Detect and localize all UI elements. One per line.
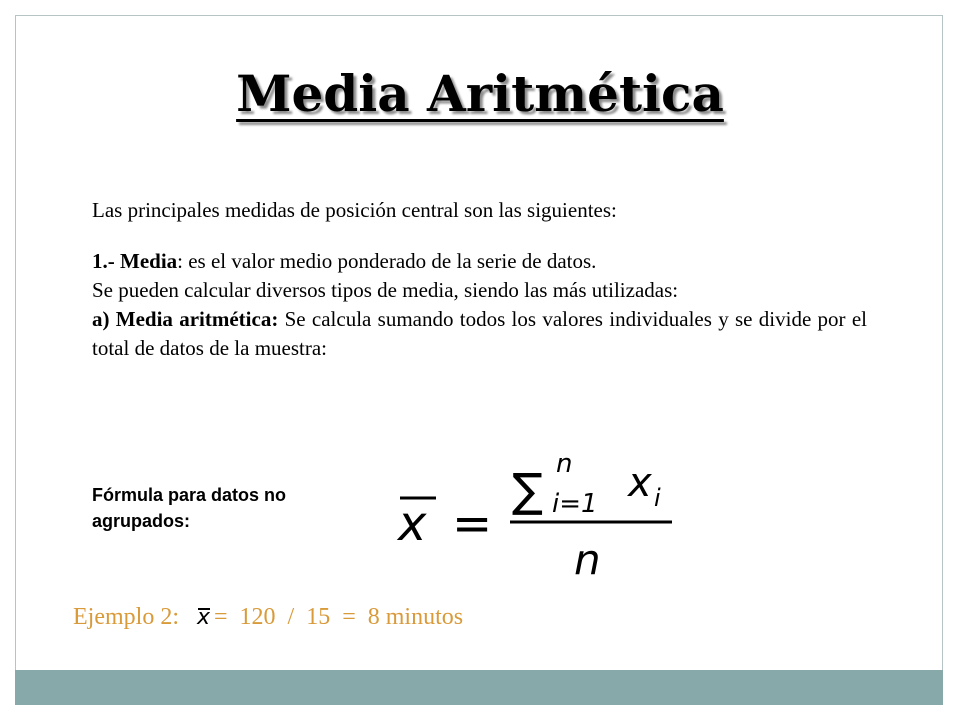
sigma-lower-limit: i=1 xyxy=(552,489,598,519)
summand-subscript: i xyxy=(654,484,661,512)
sigma-symbol: ∑ xyxy=(512,463,543,517)
body-text xyxy=(92,196,867,363)
intro-paragraph: Las principales medidas de posición central son las siguientes: xyxy=(92,198,617,222)
equals-sign: = xyxy=(452,496,493,552)
x-bar-symbol: x xyxy=(398,496,427,552)
example-expression: = 120 / 15 = 8 minutos xyxy=(214,604,464,630)
footer-bar xyxy=(15,670,943,705)
types-paragraph: Se pueden calcular diversos tipos de media, siendo las más utilizadas: xyxy=(92,278,679,302)
summand-x: x xyxy=(628,460,652,506)
item-media xyxy=(92,247,867,276)
item-a-text: Se calcula sumando todos los valores individuales y se divide por el total de datos de la muestra: xyxy=(92,307,867,360)
item-a-label: a) Media aritmética: xyxy=(92,307,279,331)
item-media-text: : es el valor medio ponderado de la serie de datos. xyxy=(177,249,597,273)
example-line xyxy=(73,604,673,631)
example-x-bar: x xyxy=(196,605,211,630)
example-label: Ejemplo 2: xyxy=(73,604,179,630)
denominator-n: n xyxy=(574,535,601,584)
item-media-label: 1.- Media xyxy=(92,249,178,273)
mean-formula xyxy=(390,448,690,588)
item-media-aritmetica xyxy=(92,305,867,363)
slide-title: Media Aritmética xyxy=(236,64,724,123)
sigma-upper-limit: n xyxy=(556,449,573,479)
formula-label: Fórmula para datos no agrupados: xyxy=(92,485,287,531)
